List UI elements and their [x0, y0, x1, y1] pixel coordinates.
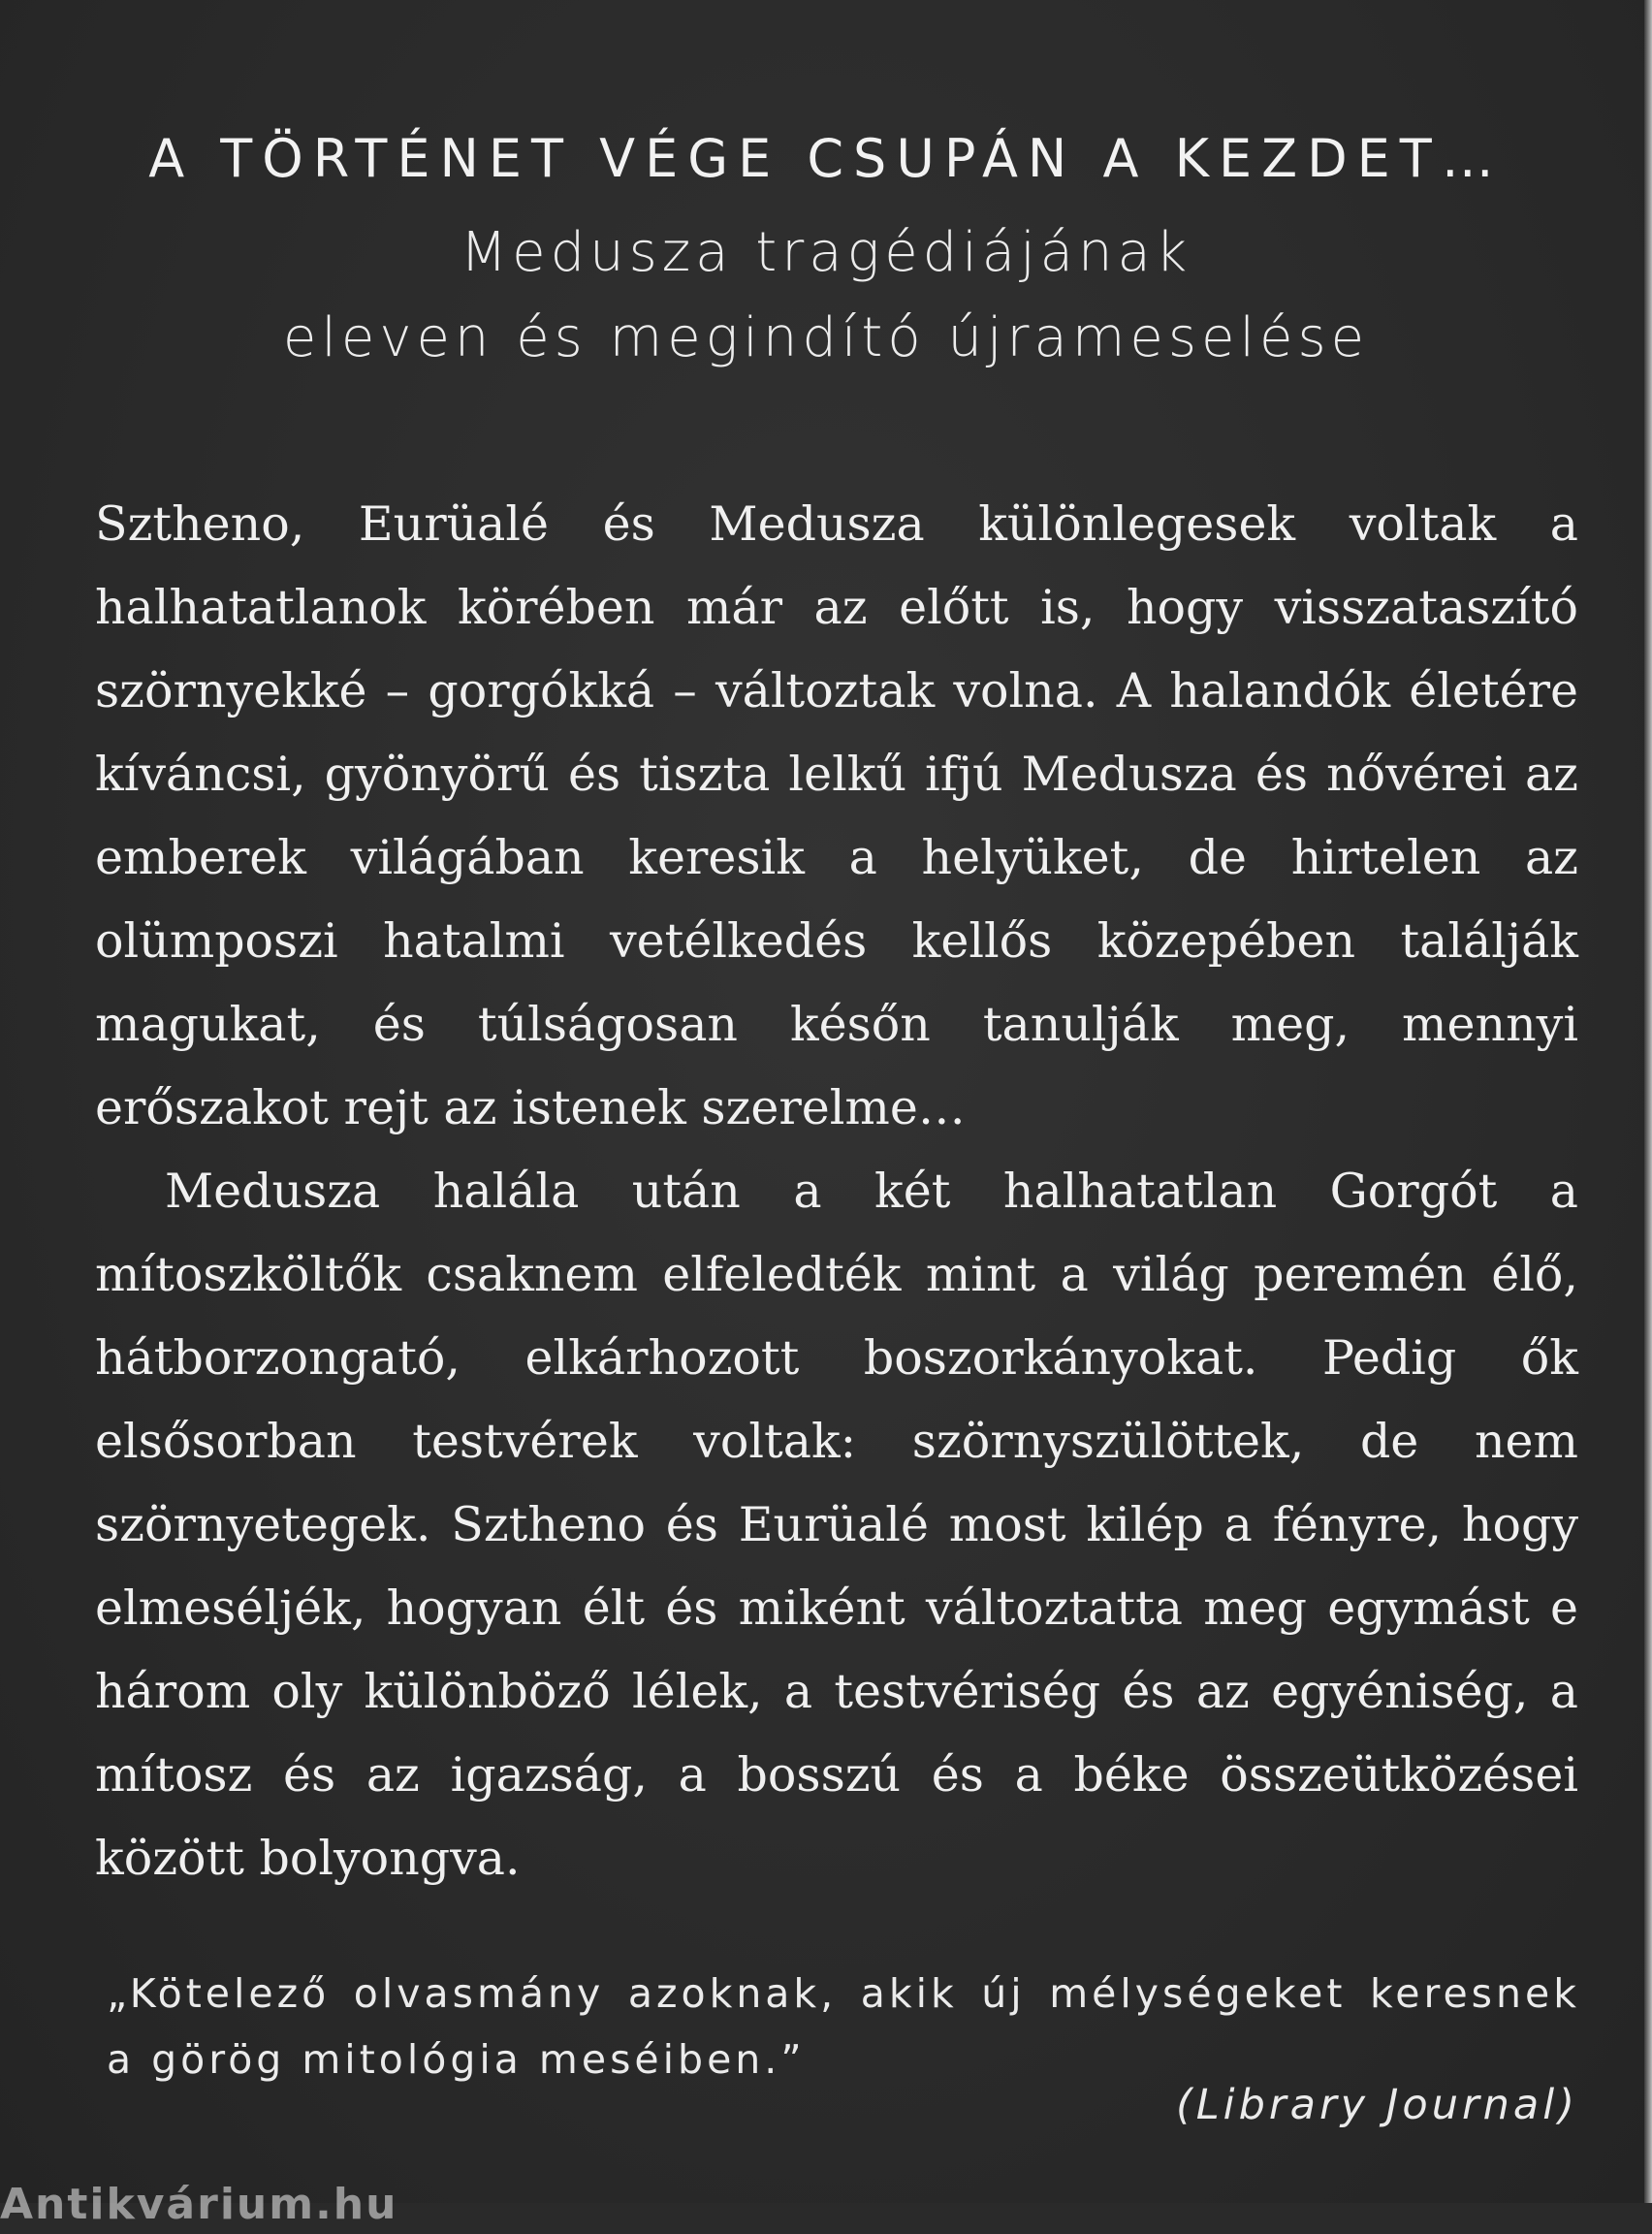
subline-second: eleven és megindító újrameselése	[282, 306, 1370, 369]
blurb-body	[95, 483, 1578, 1900]
review-quote: „Kötelező olvasmány azoknak, akik új mélységeket keresnek a görög mitológia meséiben.”	[107, 1970, 1580, 2083]
review-source: (Library Journal)	[1175, 2081, 1578, 2129]
watermark: Antikvárium.hu	[0, 2180, 398, 2229]
blurb-paragraph-1: Sztheno, Eurüalé és Medusza különlegesek voltak a halhatatlanok körében már az előtt is, hogy visszataszító szörnyekké – gorgókká – változtak volna. A halandók életére kíváncsi, gyönyörű és tiszta lelkű ifjú Medusza és nővérei az emberek világában keresik a helyüket, de hirtelen az olümposzi hatalmi vetélkedés kellős közepében találják magukat, és túlságosan későn tanulják meg, mennyi erőszakot rejt az istenek szerelme…	[95, 496, 1578, 1135]
headline: A TÖRTÉNET VÉGE CSUPÁN A KEZDET…	[148, 128, 1504, 189]
blurb-paragraph-2: Medusza halála után a két halhatatlan Gorgót a mítoszköltők csaknem elfeledték mint a világ peremén élő, hátborzongató, elkárhozott boszorkányokat. Pedig ők elsősorban testvérek voltak: szörnyszülöttek, de nem szörnyetegek. Sztheno és Eurüalé most kilép a fényre, hogy elmeséljék, hogyan élt és miként változtatta meg egymást e három oly különböző lélek, a testvériség és az egyéniség, a mítosz és az igazság, a bosszú és a béke összeütközései között bolyongva.	[95, 1164, 1578, 1886]
subline-first: Medusza tragédiájának	[460, 221, 1192, 284]
